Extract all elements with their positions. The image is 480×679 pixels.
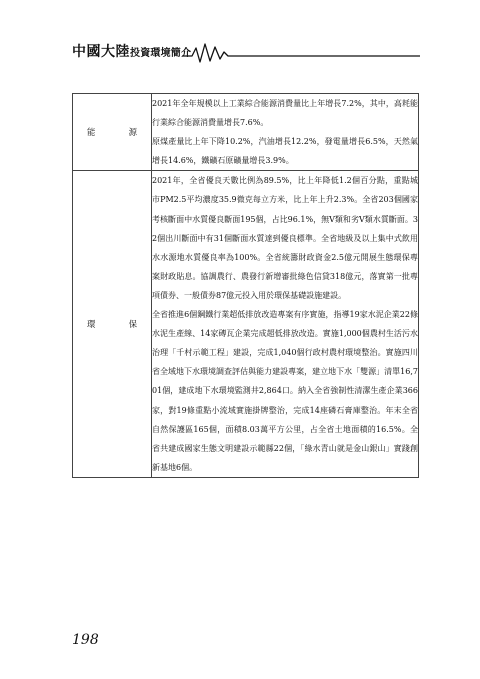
table-row-environment: [73, 171, 419, 478]
row-label-environment: [73, 171, 152, 478]
paragraph: 2021年全年規模以上工業綜合能源消費量比上年增長7.2%，其中，高耗能行業綜合能源消費量增長7.6%。: [152, 99, 418, 128]
info-table: [72, 93, 419, 478]
row-label-energy: [73, 94, 152, 171]
row-body-environment: [152, 171, 419, 478]
header-title-sub: 投資環境簡介: [130, 48, 192, 59]
row-label-char: 源: [128, 127, 137, 138]
paragraph: 全省推進6個鋼鐵行業超低排放改造專案有序實施，指導19家水泥企業22條水泥生產線、14家磚瓦企業完成超低排放改造。實施1,000個農村生活污水治理「千村示範工程」建設，完成1,040個行政村農村環境整治。實施四川省全域地下水環境調查評估與能力建設專案，建立地下水「雙源」清單16,701個，建成地下水環境監測井2,864口。納入全省強制性清潔生產企業366家，對19條重點小流域實施掛牌整治，完成14座磷石膏庫整治。年末全省自然保護區165個，面積8.03萬平方公里，占全省土地面積的16.5%。全省共建成國家生態文明建設示範縣22個，「綠水青山就是金山銀山」實踐創新基地6個。: [152, 310, 418, 472]
running-header: [72, 42, 420, 64]
header-title: [72, 44, 191, 62]
header-title-main: 中國大陸: [72, 44, 130, 60]
header-waveform-rule: [182, 42, 420, 64]
paragraph: 2021年，全省優良天數比例為89.5%，比上年降低1.2個百分點，重點城市PM2.5平均濃度35.9微克每立方米，比上年上升2.3%。全省203個國家考核斷面中水質優良斷面195個，占比96.1%，無V類和劣V類水質斷面。32個出川斷面中有31個斷面水質達到優良標準。全省地級及以上集中式飲用水水源地水質優良率為100%。全省統籌財政資金2.5億元開展生態環保專案財政貼息。協調農行、農發行新增審批綠色信貸318億元，落實第一批專項債券、一般債券87億元投入用於環保基礎設施建設。: [152, 176, 418, 300]
row-body-energy: [152, 94, 419, 171]
paragraph: 原煤產量比上年下降10.2%，汽油增長12.2%，發電量增長6.5%，天然氣增長14.6%，鐵礦石原礦量增長3.9%。: [152, 137, 418, 166]
row-label-char: 能: [87, 127, 96, 138]
table-row-energy: [73, 94, 419, 171]
row-label-char: 保: [128, 319, 137, 330]
page-number: 198: [72, 632, 99, 648]
row-label-char: 環: [87, 319, 96, 330]
